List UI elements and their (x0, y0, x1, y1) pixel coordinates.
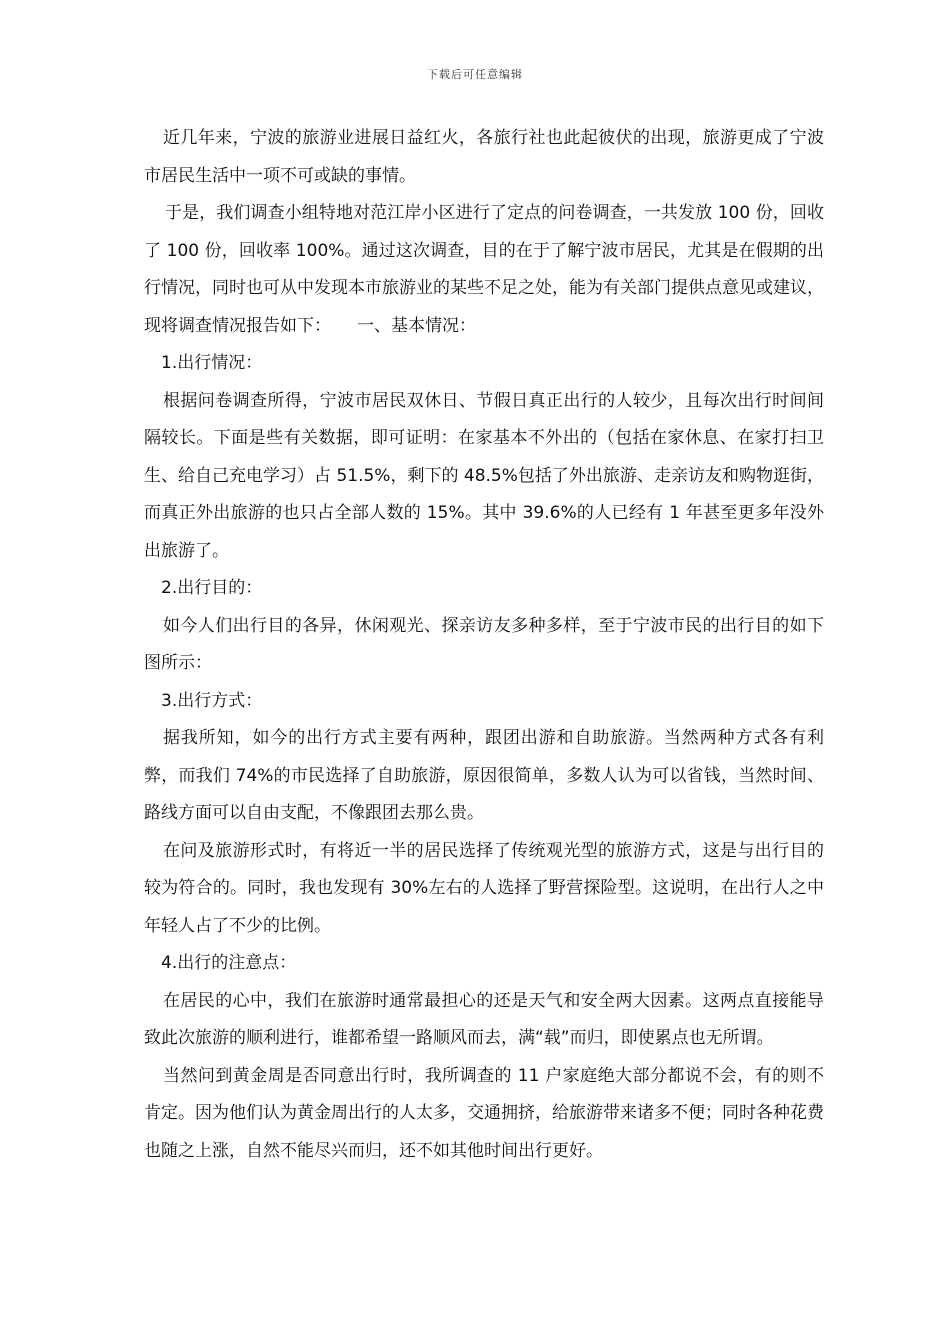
heading-travel-purpose: 2.出行目的： (161, 578, 263, 598)
paragraph-survey (144, 195, 824, 345)
heading-travel-mode: 3.出行方式： (161, 690, 263, 711)
paragraph-travel-form: 在问及旅游形式时，有将近一半的居民选择了传统观光型的旅游方式，这是与出行目的较为符合的。同时，我也发现有 30%左右的人选择了野营探险型。这说明，在出行人之中年轻人占了不少的比例。 (144, 840, 824, 936)
paragraph-travel-mode: 据我所知，如今的出行方式主要有两种，跟团出游和自助旅游。当然两种方式各有利弊，而我们 74%的市民选择了自助旅游，原因很简单，多数人认为可以省钱，当然时间、路线方面可以自由支配，不像跟团去那么贵。 (144, 728, 824, 823)
page-header-note: 下载后可任意编辑 (427, 68, 523, 81)
paragraph-golden-week: 当然问到黄金周是否同意出行时，我所调查的 11 户家庭绝大部分都说不会，有的则不肯定。因为他们认为黄金周出行的人太多，交通拥挤，给旅游带来诸多不便；同时各种花费也随之上涨，自然不能尽兴而归，还不如其他时间出行更好。 (144, 1065, 824, 1161)
paragraph-survey-text: 于是，我们调查小组特地对范江岸小区进行了定点的问卷调查，一共发放 100 份，回收了 100 份，回收率 100%。通过这次调查，目的在于了解宁波市居民，尤其是在假期的出行情况，同时也可从中发现本市旅游业的某些不足之处，能为有关部门提供点意见或建议，现将调查情况报告如下： (144, 203, 824, 336)
paragraph-travel-situation: 根据问卷调查所得，宁波市居民双休日、节假日真正出行的人较少，且每次出行时间间隔较长。下面是些有关数据，即可证明：在家基本不外出的（包括在家休息、在家打扫卫生、给自己充电学习）占 51.5%，剩下的 48.5%包括了外出旅游、走亲访友和购物逛街，而真正外出旅游的也只占全部人数的 15%。其中 39.6%的人已经有 1 年甚至更多年没外出旅游了。 (144, 390, 824, 561)
section-heading-basic: 一、基本情况： (357, 315, 476, 336)
paragraph-travel-concerns: 在居民的心中，我们在旅游时通常最担心的还是天气和安全两大因素。这两点直接能导致此次旅游的顺利进行，谁都希望一路顺风而去，满“载”而归，即使累点也无所谓。 (144, 990, 824, 1048)
paragraph-travel-purpose: 如今人们出行目的各异，休闲观光、探亲访友多种多样，至于宁波市民的出行目的如下图所示： (144, 615, 824, 673)
paragraph-intro: 近几年来，宁波的旅游业进展日益红火，各旅行社也此起彼伏的出现，旅游更成了宁波市居民生活中一项不可或缺的事情。 (144, 128, 824, 186)
document-body (144, 120, 824, 1170)
heading-travel-situation: 1.出行情况： (161, 353, 263, 373)
heading-travel-notes: 4.出行的注意点： (161, 953, 297, 973)
